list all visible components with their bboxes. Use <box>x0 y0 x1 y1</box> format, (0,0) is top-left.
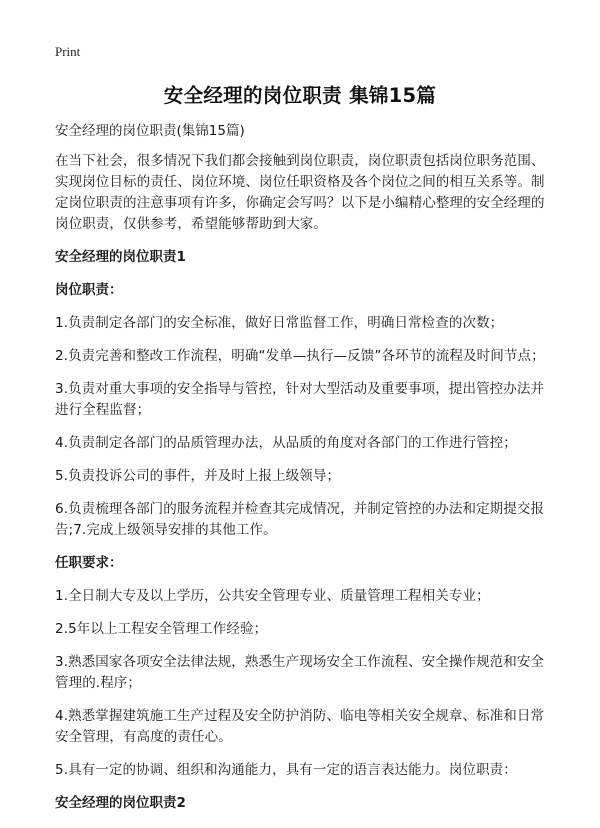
section-heading-1: 安全经理的岗位职责1 <box>55 249 186 265</box>
duty-item: 2.负责完善和整改工作流程，明确“发单—执行—反馈”各环节的流程及时间节点； <box>55 348 545 364</box>
document-subtitle: 安全经理的岗位职责(集锦15篇) <box>55 123 245 139</box>
intro-paragraph: 在当下社会，很多情况下我们都会接触到岗位职责，岗位职责包括岗位职务范围、实现岗位目标的责任、岗位环境、岗位任职资格及各个岗位之间的相互关系等。制定岗位职责的注意事项有许多，你确定会写吗？以下是小编精心整理的安全经理的岗位职责，仅供参考，希望能够帮助到大家。 <box>55 153 545 232</box>
duties-heading: 岗位职责： <box>55 282 123 298</box>
requirement-item: 2.5年以上工程安全管理工作经验； <box>55 621 268 637</box>
duty-item: 5.负责投诉公司的事件，并及时上报上级领导； <box>55 468 341 484</box>
duty-item: 4.负责制定各部门的品质管理办法，从品质的角度对各部门的工作进行管控； <box>55 435 517 451</box>
requirement-item: 4.熟悉掌握建筑施工生产过程及安全防护消防、临电等相关安全规章、标准和日常安全管理，有高度的责任心。 <box>55 708 545 745</box>
duty-item: 1.负责制定各部门的安全标准，做好日常监督工作，明确日常检查的次数； <box>55 315 504 331</box>
document-body <box>55 121 545 826</box>
requirement-item: 5.具有一定的协调、组织和沟通能力，具有一定的语言表达能力。岗位职责： <box>55 762 517 778</box>
requirements-heading: 任职要求： <box>55 555 123 571</box>
print-link[interactable]: Print <box>55 44 81 59</box>
duty-item: 6.负责梳理各部门的服务流程并检查其完成情况，并制定管控的办法和定期提交报告;7.完成上级领导安排的其他工作。 <box>55 501 545 538</box>
requirement-item: 3.熟悉国家各项安全法律法规，熟悉生产现场安全工作流程、安全操作规范和安全管理的.程序； <box>55 654 545 691</box>
section-heading-2: 安全经理的岗位职责2 <box>55 795 186 811</box>
document-title: 安全经理的岗位职责 集锦15篇 <box>163 84 437 107</box>
requirement-item: 1.全日制大专及以上学历，公共安全管理专业、质量管理工程相关专业； <box>55 588 490 604</box>
duty-item: 3.负责对重大事项的安全指导与管控，针对大型活动及重要事项，提出管控办法并进行全程监督； <box>55 381 545 418</box>
